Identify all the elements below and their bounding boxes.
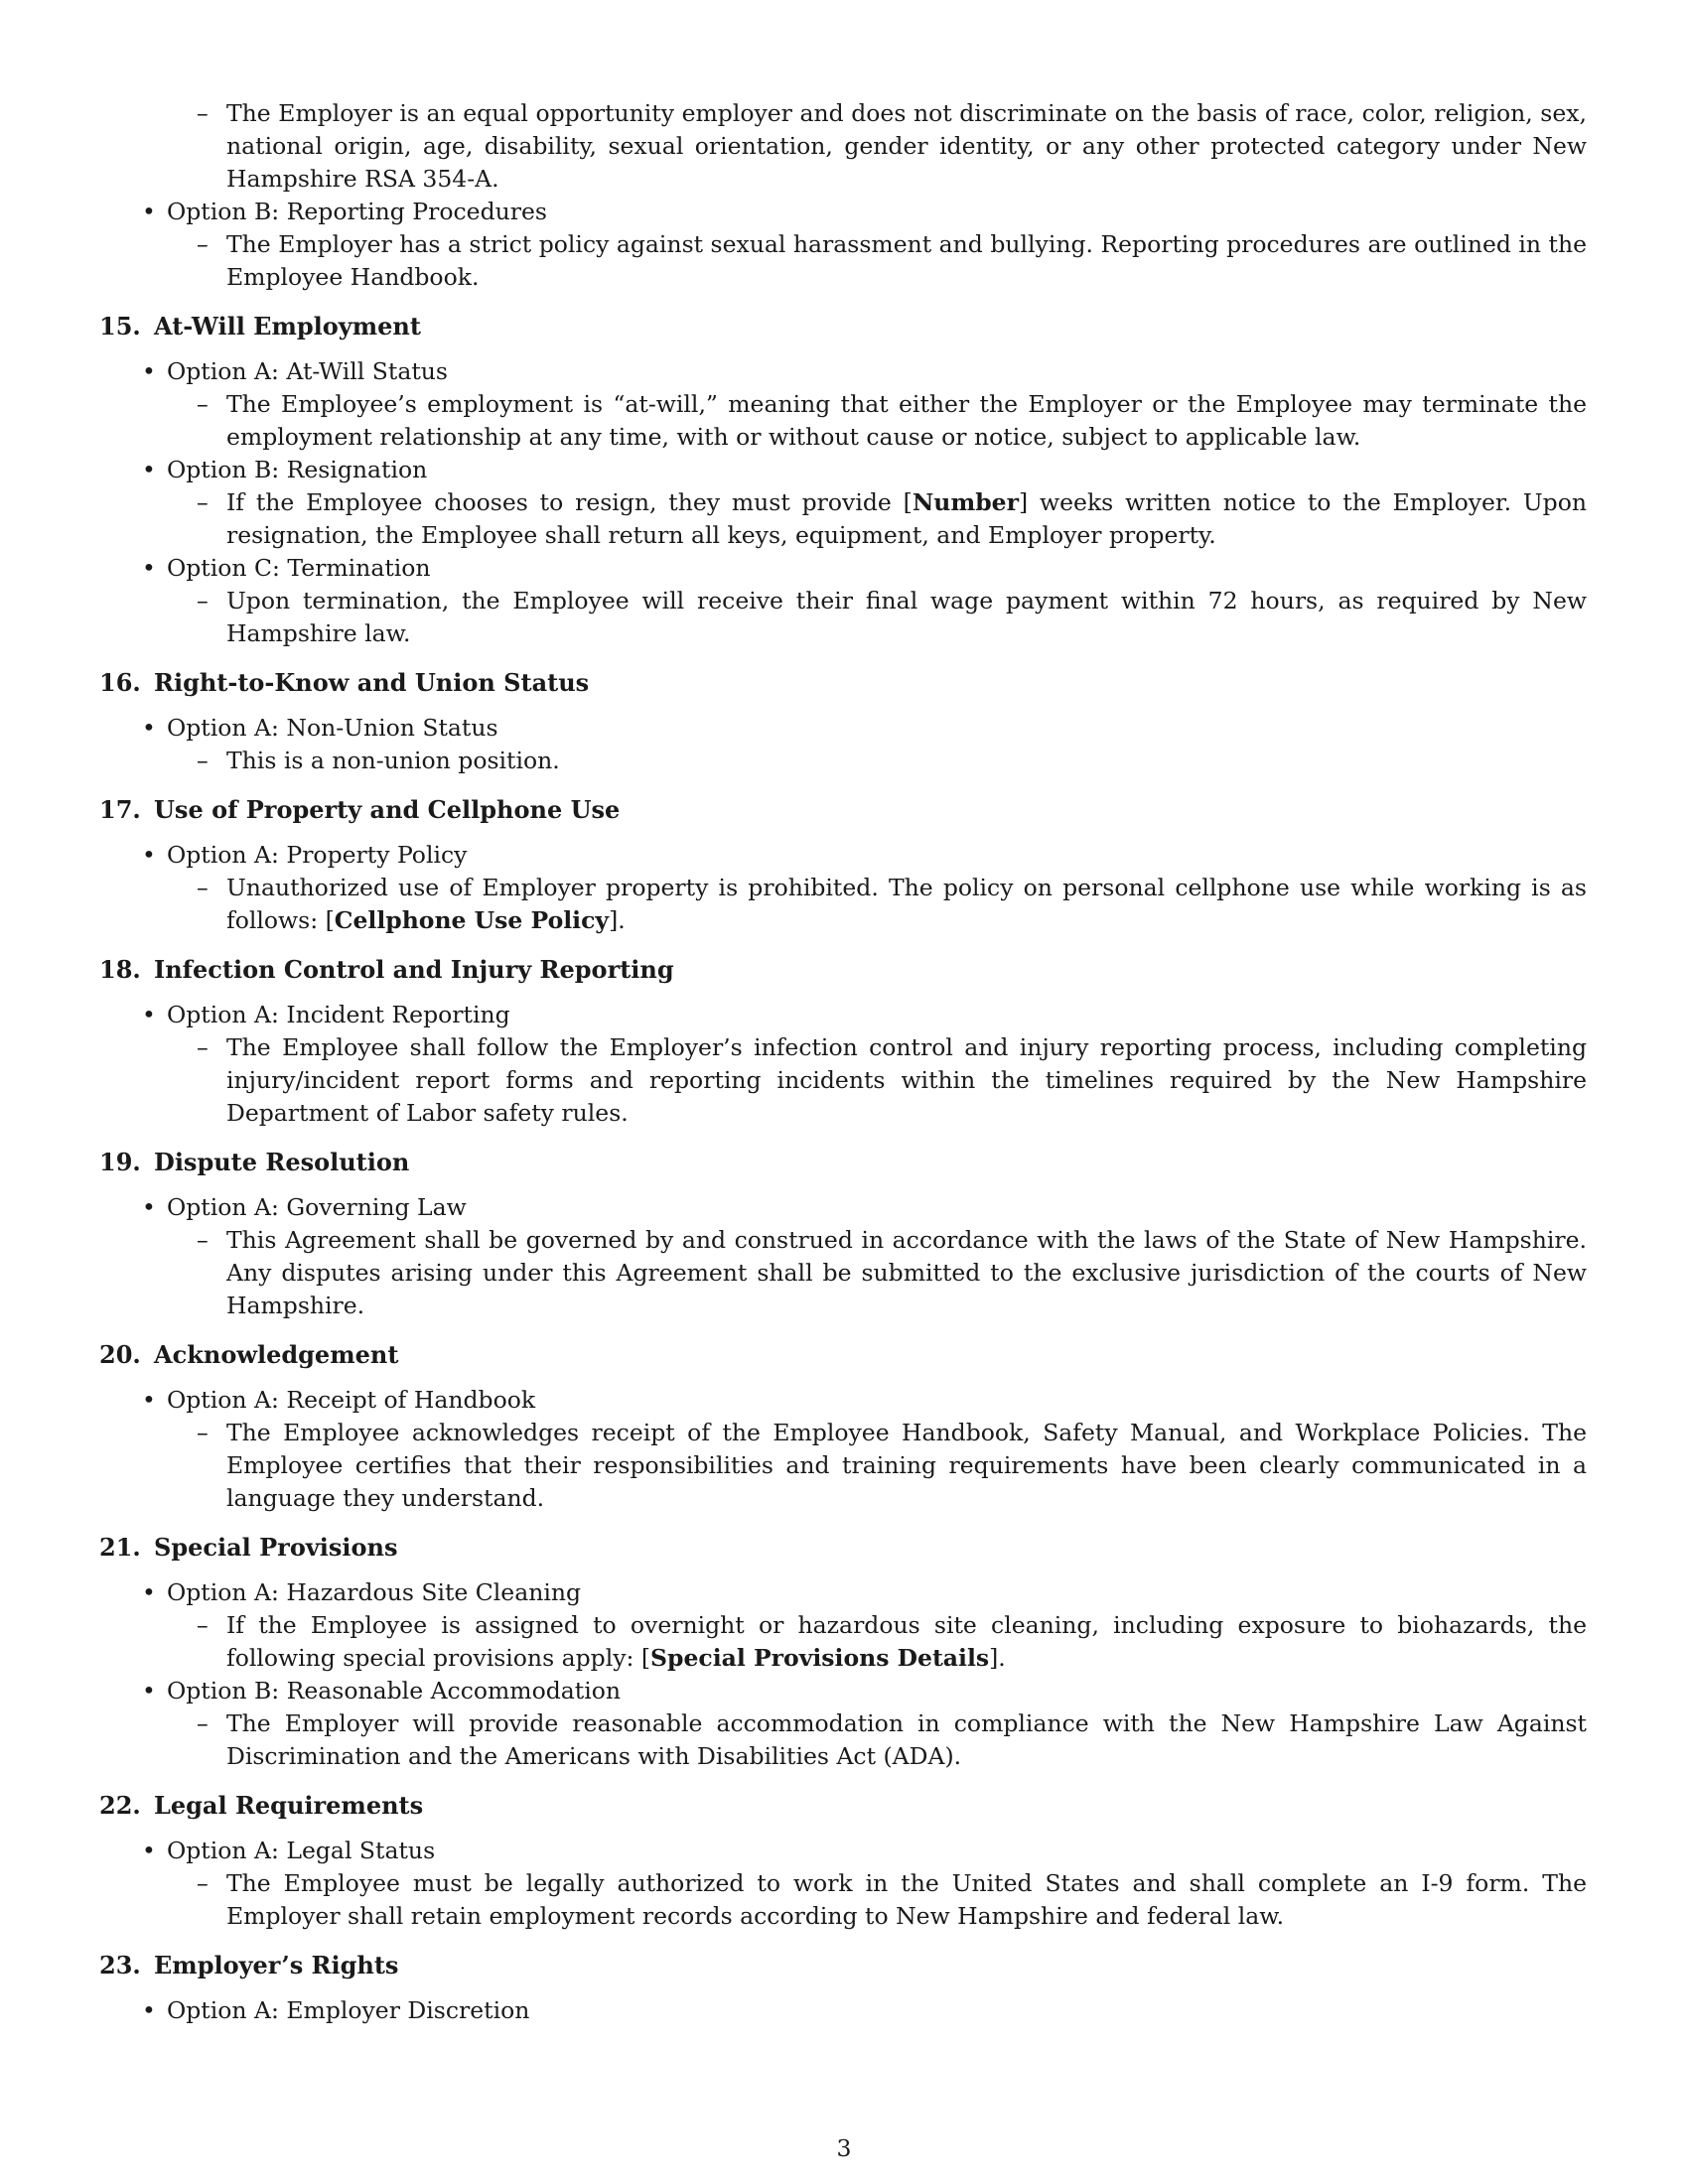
sub-item-text: Upon termination, the Employee will receive their final wage payment within 72 hours, as required by New Hampshire law. <box>226 587 1587 647</box>
option-label: Option A: Legal Status <box>167 1837 436 1864</box>
option-label: Option A: Incident Reporting <box>167 1001 510 1028</box>
section-heading-22: 22. Legal Requirements <box>99 1791 424 1820</box>
sub-item: – This is a non-union position. <box>197 747 560 774</box>
page-number: 3 <box>836 2134 852 2162</box>
option-item: • Option A: Incident Reporting <box>142 1001 510 1028</box>
sub-item-text: The Employer will provide reasonable accommodation in compliance with the New Hampshire Law Against Discrimination and the Americans with Disabilities Act (ADA). <box>226 1709 1587 1770</box>
sub-item: – The Employee must be legally authorized to work in the United States and shall complete an I-9 form. The Employer shall retain employment records according to New Hampshire and federal law. <box>197 1869 1587 1930</box>
sub-item: – The Employer will provide reasonable accommodation in compliance with the New Hampshire Law Against Discrimination and the Americans with Disabilities Act (ADA). <box>197 1709 1587 1770</box>
section-heading-18: 18. Infection Control and Injury Reporting <box>99 955 674 984</box>
option-label: Option B: Reporting Procedures <box>167 198 547 225</box>
option-label: Option C: Termination <box>167 554 431 582</box>
section-heading-15: 15. At-Will Employment <box>99 312 421 341</box>
section-heading-20: 20. Acknowledgement <box>99 1340 399 1369</box>
option-item: • Option A: Receipt of Handbook <box>142 1386 536 1414</box>
sub-item: – The Employee acknowledges receipt of the Employee Handbook, Safety Manual, and Workplace Policies. The Employee certifies that their responsibilities and training requirements have been clearly communicated in a language they understand. <box>197 1419 1587 1512</box>
option-label: Option A: Non-Union Status <box>167 714 498 742</box>
option-item: • Option A: At-Will Status <box>142 357 448 385</box>
option-item: • Option A: Employer Discretion <box>142 1996 530 2024</box>
sub-item-text: The Employer has a strict policy against sexual harassment and bullying. Reporting procedures are outlined in the Employee Handbook. <box>226 230 1587 291</box>
option-label: Option A: Governing Law <box>167 1193 467 1221</box>
section-heading-19: 19. Dispute Resolution <box>99 1148 410 1176</box>
section-heading-17: 17. Use of Property and Cellphone Use <box>99 795 621 824</box>
sub-item: – The Employee shall follow the Employer’s infection control and injury reporting process, including completing injury/incident report forms and reporting incidents within the timelines required by the New Hampshire Department of Labor safety rules. <box>197 1033 1587 1127</box>
option-label: Option B: Reasonable Accommodation <box>167 1677 622 1705</box>
sub-item-text: This Agreement shall be governed by and construed in accordance with the laws of the State of New Hampshire. Any disputes arising under this Agreement shall be submitted to the exclusive jurisdiction of the courts of New Hampshire. <box>226 1226 1587 1319</box>
sub-item-text: The Employee must be legally authorized to work in the United States and shall complete an I-9 form. The Employer shall retain employment records according to New Hampshire and federal law. <box>226 1869 1587 1930</box>
option-item: • Option C: Termination <box>142 554 431 582</box>
sub-item: – The Employer has a strict policy against sexual harassment and bullying. Reporting procedures are outlined in the Employee Handbook. <box>197 230 1587 291</box>
placeholder-special-provisions: Special Provisions Details <box>650 1644 990 1672</box>
document-page <box>99 97 1587 2027</box>
option-item: • Option B: Reasonable Accommodation <box>142 1677 622 1705</box>
option-item: • Option A: Governing Law <box>142 1193 467 1221</box>
sub-item-text: The Employee shall follow the Employer’s infection control and injury reporting process, including completing injury/incident report forms and reporting incidents within the timelines required by the New Hampshire Department of Labor safety rules. <box>226 1033 1587 1127</box>
sub-item: – Upon termination, the Employee will receive their final wage payment within 72 hours, as required by New Hampshire law. <box>197 587 1587 647</box>
option-label: Option A: Receipt of Handbook <box>167 1386 536 1414</box>
section-heading-16: 16. Right-to-Know and Union Status <box>99 668 590 697</box>
sub-item: – The Employee’s employment is “at-will,” meaning that either the Employer or the Employee may terminate the employment relationship at any time, with or without cause or notice, subject to applicable law. <box>197 390 1587 451</box>
option-item: • Option A: Legal Status <box>142 1837 436 1864</box>
section-heading-21: 21. Special Provisions <box>99 1533 398 1562</box>
sub-item: – Unauthorized use of Employer property is prohibited. The policy on personal cellphone use while working is as follows: [Cellphone Use Policy]. <box>197 874 1587 934</box>
option-label: Option A: Property Policy <box>167 841 468 869</box>
option-item: • Option B: Reporting Procedures <box>142 198 547 225</box>
section-heading-23: 23. Employer’s Rights <box>99 1951 399 1979</box>
sub-item: – If the Employee chooses to resign, they must provide [Number] weeks written notice to the Employer. Upon resignation, the Employee shall return all keys, equipment, and Employer property. <box>197 488 1588 549</box>
option-label: Option A: Hazardous Site Cleaning <box>167 1578 582 1606</box>
placeholder-number: Number <box>912 488 1020 516</box>
sub-item: – This Agreement shall be governed by and construed in accordance with the laws of the State of New Hampshire. Any disputes arising under this Agreement shall be submitted to the exclusive jurisdiction of the courts of New Hampshire. <box>197 1226 1587 1319</box>
sub-item-text: The Employee acknowledges receipt of the Employee Handbook, Safety Manual, and Workplace Policies. The Employee certifies that their responsibilities and training requirements have been clearly communicated in a language they understand. <box>226 1419 1587 1512</box>
option-item: • Option A: Hazardous Site Cleaning <box>142 1578 582 1606</box>
sub-item-text: The Employer is an equal opportunity employer and does not discriminate on the basis of race, color, religion, sex, national origin, age, disability, sexual orientation, gender identity, or any other protected category under New Hampshire RSA 354-A. <box>226 99 1587 193</box>
sub-item-text: This is a non-union position. <box>226 747 560 774</box>
sub-item-text: The Employee’s employment is “at-will,” meaning that either the Employer or the Employee may terminate the employment relationship at any time, with or without cause or notice, subject to applicable law. <box>226 390 1587 451</box>
option-label: Option A: Employer Discretion <box>167 1996 530 2024</box>
sub-item: – The Employer is an equal opportunity employer and does not discriminate on the basis of race, color, religion, sex, national origin, age, disability, sexual orientation, gender identity, or any other protected category under New Hampshire RSA 354-A. <box>197 99 1587 193</box>
option-item: • Option A: Non-Union Status <box>142 714 498 742</box>
sub-item: – If the Employee is assigned to overnight or hazardous site cleaning, including exposure to biohazards, the following special provisions apply: [Special Provisions Details]. <box>197 1611 1587 1672</box>
option-label: Option B: Resignation <box>167 456 428 483</box>
option-item: • Option B: Resignation <box>142 456 428 483</box>
option-item: • Option A: Property Policy <box>142 841 468 869</box>
option-label: Option A: At-Will Status <box>167 357 448 385</box>
placeholder-cellphone-policy: Cellphone Use Policy <box>334 906 610 934</box>
